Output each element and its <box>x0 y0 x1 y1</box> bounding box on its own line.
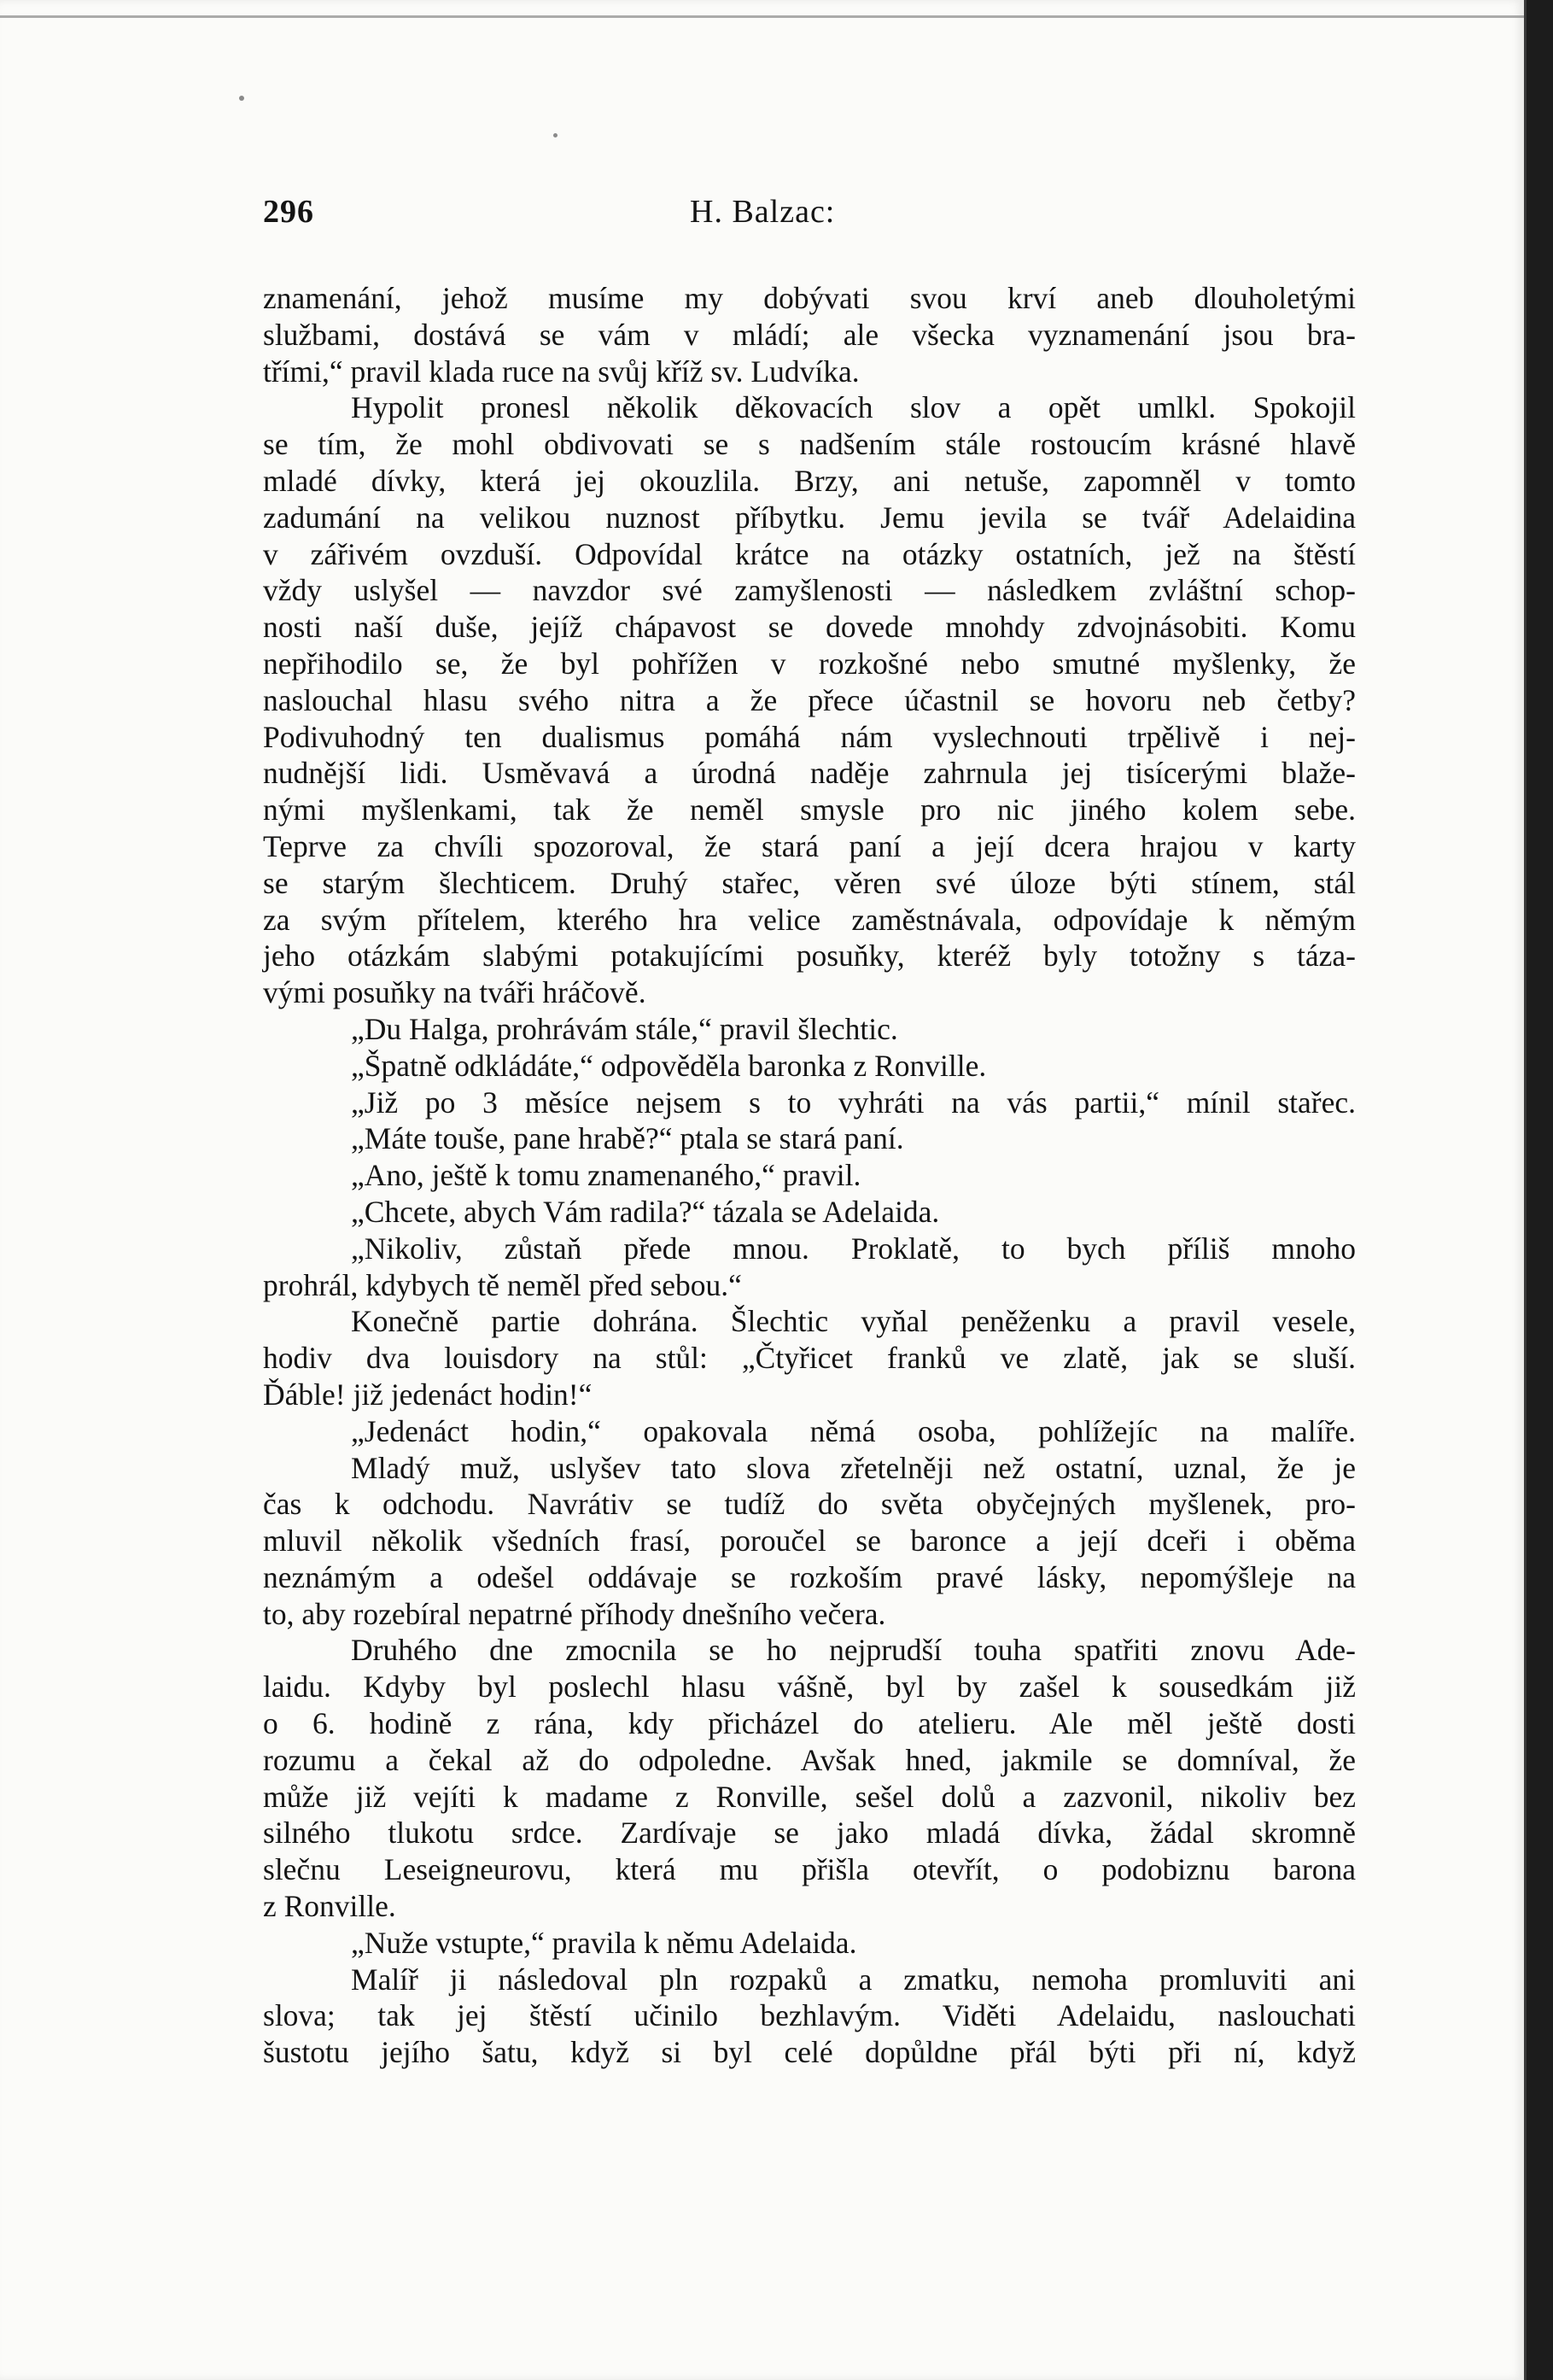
text-line: „Nuže vstupte,“ pravila k němu Adelaida. <box>351 1925 857 1960</box>
text-line: „Máte touše, pane hrabě?“ ptala se stará paní. <box>351 1121 904 1156</box>
text-line: nepřihodilo se, že byl pohřížen v rozkošné nebo smutné myšlenky, že <box>263 646 1356 681</box>
text-line: laidu. Kdyby byl poslechl hlasu vášně, byl by zašel k sousedkám již <box>263 1670 1356 1705</box>
text-line: se starým šlechticem. Druhý stařec, věren své úloze býti stínem, stál <box>263 865 1356 900</box>
text-line: Hypolit pronesl několik děkovacích slov a opět umlkl. Spokojil <box>351 390 1356 425</box>
text-line: z Ronville. <box>263 1889 396 1924</box>
text-line: šustotu jejího šatu, když si byl celé dopůldne přál býti při ní, když <box>263 2035 1356 2070</box>
text-line: slečnu Leseigneurovu, která mu přišla otevřít, o podobiznu barona <box>263 1852 1356 1887</box>
text-line: „Chcete, abych Vám radila?“ tázala se Adelaida. <box>351 1194 940 1229</box>
text-line: o 6. hodině z rána, kdy přicházel do atelieru. Ale měl ještě dosti <box>263 1706 1356 1741</box>
text-line: vždy uslyšel — navzdor své zamyšlenosti — následkem zvláštní schop- <box>263 573 1356 608</box>
text-line: mladé dívky, která jej okouzlila. Brzy, ani netuše, zapomněl v tomto <box>263 463 1356 498</box>
text-line: vými posuňky na tváři hráčově. <box>263 975 646 1010</box>
text-line: jeho otázkám slabými potakujícími posuňky, kteréž byly totožny s táza- <box>263 939 1356 974</box>
text-line: Mladý muž, uslyšev tato slova zřetelněji než ostatní, uznal, že je <box>351 1450 1356 1485</box>
text-line: Teprve za chvíli spozoroval, že stará paní a její dcera hrajou v karty <box>263 828 1356 863</box>
text-line: silného tlukotu srdce. Zardívaje se jako mladá dívka, žádal skromně <box>263 1816 1356 1851</box>
text-line: „Již po 3 měsíce nejsem s to vyhráti na vás partii,“ mínil stařec. <box>351 1085 1356 1120</box>
text-line: nými myšlenkami, tak že neměl smysle pro nic jiného kolem sebe. <box>263 792 1356 827</box>
text-line: „Špatně odkládáte,“ odpověděla baronka z Ronville. <box>351 1048 987 1083</box>
text-line: rozumu a čekal až do odpoledne. Avšak hned, jakmile se domníval, že <box>263 1742 1356 1777</box>
text-line: neznámým a odešel oddávaje se rozkoším pravé lásky, nepomýšleje na <box>263 1559 1356 1594</box>
text-line: to, aby rozebíral nepatrné příhody dnešního večera. <box>263 1596 886 1631</box>
text-line: hodiv dva louisdory na stůl: „Čtyřicet franků ve zlatě, jak se sluší. <box>263 1341 1356 1376</box>
body-text <box>263 280 1356 2071</box>
text-line: v zářivém ovzduší. Odpovídal krátce na otázky ostatních, jež na štěstí <box>263 536 1356 571</box>
text-line: Druhého dne zmocnila se ho nejprudší touha spatřiti znovu Ade- <box>351 1633 1356 1668</box>
text-line: Ďáble! již jedenáct hodin!“ <box>263 1377 593 1412</box>
text-line: čas k odchodu. Navrátiv se tudíž do světa obyčejných myšlenek, pro- <box>263 1487 1356 1522</box>
text-line: Podivuhodný ten dualismus pomáhá nám vyslechnouti trpělivě i nej- <box>263 719 1356 754</box>
text-line: znamenání, jehož musíme my dobývati svou krví aneb dlouholetými <box>263 281 1356 315</box>
page-top-edge <box>0 15 1524 18</box>
text-line: prohrál, kdybych tě neměl před sebou.“ <box>263 1267 742 1302</box>
text-line: za svým přítelem, kterého hra velice zaměstnávala, odpovídaje k němým <box>263 902 1356 937</box>
text-line: „Jedenáct hodin,“ opakovala němá osoba, pohlížejíc na malíře. <box>351 1413 1356 1448</box>
text-line: „Nikoliv, zůstaň přede mnou. Proklatě, to bych příliš mnoho <box>351 1231 1356 1266</box>
text-line: naslouchal hlasu svého nitra a že přece účastnil se hovoru neb četby? <box>263 682 1356 717</box>
page-header <box>263 193 1356 236</box>
text-line: zadumání na velikou nuznost příbytku. Jemu jevila se tvář Adelaidina <box>263 500 1356 535</box>
text-line: nosti naší duše, jejíž chápavost se dovede mnohdy zdvojnásobiti. Komu <box>263 610 1356 645</box>
running-head: H. Balzac: <box>690 194 836 230</box>
text-line: třími,“ pravil klada ruce na svůj kříž sv. Ludvíka. <box>263 354 860 389</box>
text-line: se tím, že mohl obdivovati se s nadšením stále rostoucím krásné hlavě <box>263 427 1356 462</box>
text-line: službami, dostává se vám v mládí; ale všecka vyznamenání jsou bra- <box>263 317 1356 352</box>
text-line: nudnější lidi. Usměvavá a úrodná naděje zahrnula jej tisícerými blaže- <box>263 756 1356 791</box>
print-speck <box>553 133 558 137</box>
text-line: slova; tak jej štěstí učinilo bezhlavým. Viděti Adelaidu, naslouchati <box>263 1998 1356 2033</box>
page-number: 296 <box>263 194 314 230</box>
print-speck <box>239 96 244 101</box>
text-line: Malíř ji následoval pln rozpaků a zmatku, nemoha promluviti ani <box>351 1962 1356 1997</box>
text-line: mluvil několik všedních frasí, poroučel se baronce a její dceři i oběma <box>263 1523 1356 1558</box>
text-line: Konečně partie dohrána. Šlechtic vyňal peněženku a pravil vesele, <box>351 1304 1356 1339</box>
text-line: „Du Halga, prohrávám stále,“ pravil šlechtic. <box>351 1011 898 1046</box>
text-line: může již vejíti k madame z Ronville, sešel dolů a zazvonil, nikoliv bez <box>263 1779 1356 1814</box>
text-line: „Ano, ještě k tomu znamenaného,“ pravil. <box>351 1158 861 1193</box>
